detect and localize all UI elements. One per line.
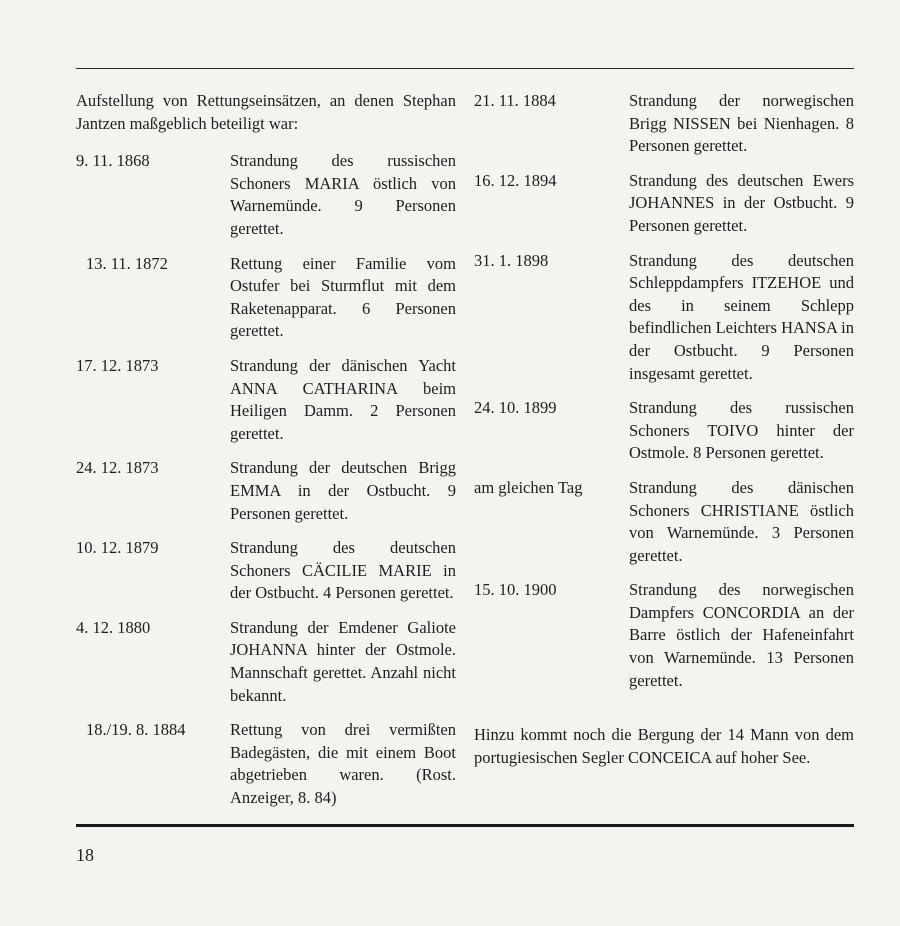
rescue-entry (76, 355, 456, 445)
rescue-entry (76, 150, 456, 240)
top-rule (76, 68, 854, 69)
rescue-entry (76, 253, 456, 343)
rescue-entry (474, 579, 854, 692)
entry-date: 4. 12. 1880 (76, 617, 151, 637)
closing-paragraph: Hinzu kommt noch die Bergung der 14 Mann von dem portugiesischen Segler CONCEICA auf hoher See. (474, 725, 854, 767)
entry-text: Strandung der deutschen Brigg EMMA in der Ostbucht. 9 Personen gerettet. (230, 458, 456, 523)
entry-date: 10. 12. 1879 (76, 538, 159, 558)
entry-date: 15. 10. 1900 (474, 580, 557, 600)
entry-text: Strandung des deutschen Schoners CÄCILIE MARIE in der Ostbucht. 4 Personen gerettet. (230, 538, 456, 603)
entry-text: Strandung des dänischen Schoners CHRISTIANE östlich von Warnemünde. 3 Personen gerettet. (629, 477, 854, 565)
rescue-entry (474, 90, 854, 158)
entry-text: Strandung des russischen Schoners MARIA östlich von Warnemünde. 9 Personen gerettet. (230, 151, 456, 238)
entry-text: Rettung von drei vermißten Badegästen, die mit einem Boot abgetrieben waren. (Rost. Anzeiger, 8. 84) (230, 720, 456, 808)
rescue-entry (76, 457, 456, 525)
entry-text: Strandung der Emdener Galiote JOHANNA hinter der Ostmole. Mannschaft gerettet. Anzahl nicht bekannt. (230, 617, 456, 705)
entry-text: Strandung des deutschen Ewers JOHANNES in der Ostbucht. 9 Personen gerettet. (629, 170, 854, 235)
rescue-entry (76, 617, 456, 707)
entry-text: Strandung des deutschen Schleppdampfers ITZEHOE und des in seinem Schlepp befindlichen Leichters HANSA in der Ostbucht. 9 Personen insgesamt gerettet. (629, 250, 854, 383)
rescue-entry (474, 250, 854, 386)
entry-date: 13. 11. 1872 (86, 253, 168, 273)
entry-text: Strandung des russischen Schoners TOIVO hinter der Ostmole. 8 Personen gerettet. (629, 398, 854, 463)
entry-text: Rettung einer Familie vom Ostufer bei Sturmflut mit dem Raketenapparat. 6 Personen gerettet. (230, 253, 456, 341)
rescue-entry (474, 477, 854, 567)
entry-date: 17. 12. 1873 (76, 355, 159, 375)
entry-text: Strandung der norwegischen Brigg NISSEN bei Nienhagen. 8 Personen gerettet. (629, 91, 854, 156)
rescue-entry (474, 397, 854, 465)
intro-paragraph: Aufstellung von Rettungseinsätzen, an denen Stephan Jantzen maßgeblich beteiligt war: (76, 91, 456, 133)
entry-text: Strandung des norwegischen Dampfers CONCORDIA an der Barre östlich der Hafeneinfahrt von Warnemünde. 13 Personen gerettet. (629, 580, 854, 690)
page-number: 18 (76, 845, 94, 865)
entry-date: 16. 12. 1894 (474, 170, 557, 190)
rescue-entry (76, 537, 456, 605)
entry-date: 9. 11. 1868 (76, 151, 150, 171)
bottom-rule (76, 824, 854, 827)
entry-date: 18./19. 8. 1884 (86, 720, 186, 740)
left-column (76, 90, 456, 822)
rescue-entry (76, 719, 456, 809)
entry-date: 24. 12. 1873 (76, 458, 159, 478)
entry-date: 24. 10. 1899 (474, 398, 557, 418)
entry-text: Strandung der dänischen Yacht ANNA CATHARINA beim Heiligen Damm. 2 Personen gerettet. (230, 355, 456, 443)
entry-date: 31. 1. 1898 (474, 250, 549, 270)
rescue-entry (474, 170, 854, 238)
entry-date: am gleichen Tag (474, 477, 583, 497)
entry-date: 21. 11. 1884 (474, 91, 556, 110)
right-column (474, 90, 854, 769)
